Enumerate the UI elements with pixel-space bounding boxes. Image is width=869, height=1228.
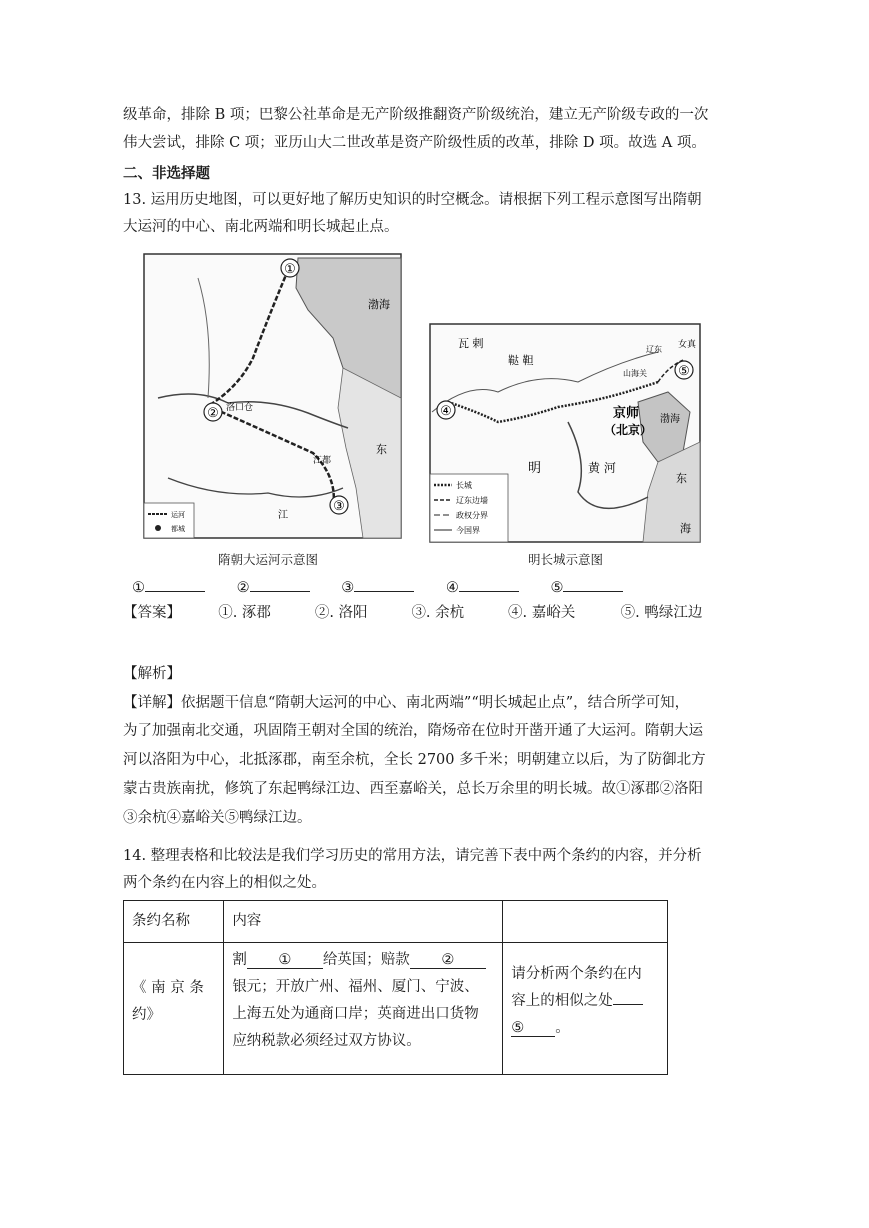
treaty-content-cell: 割 ① 给英国；赔款 ② 银元；开放广州、福州、厦门、宁波、 上海五处为通商口岸；英商进出口货物 应纳税款必须经过双方协议。 (224, 943, 503, 1075)
map-label: 明 (528, 461, 542, 476)
answer-blank[interactable] (563, 575, 623, 592)
table-header-cell (503, 901, 668, 943)
answer-blank[interactable] (459, 575, 519, 592)
answer-blank[interactable] (145, 575, 205, 592)
table-header-cell: 条约名称 (124, 901, 224, 943)
answer-item: ④. 嘉峪关 (508, 605, 576, 621)
legend-label: 辽东边墙 (456, 496, 488, 505)
legend-label: 今国界 (456, 526, 480, 535)
answer-blank[interactable]: ② (410, 952, 486, 969)
map-label: 江 (278, 510, 288, 521)
blank-item: ② (237, 575, 337, 596)
treaty-table (123, 900, 668, 1075)
answer-label: 【答案】 (123, 605, 181, 621)
map-label: 辽东 (646, 345, 662, 354)
map-label: 东 (376, 443, 387, 456)
map-marker-label: ④ (440, 404, 452, 419)
blank-item: ④ (446, 575, 546, 596)
map-marker (437, 401, 455, 419)
map-marker (281, 259, 299, 277)
analysis-cell: 请分析两个条约在内 容上的相似之处 ⑤ 。 (503, 943, 668, 1075)
answer-line (123, 603, 702, 623)
map-label: 女真 (678, 340, 697, 350)
sui-canal-map (138, 248, 405, 544)
map-figure (138, 248, 708, 568)
map-label: 京师 (613, 406, 640, 421)
blank-item: ⑤ (550, 575, 650, 596)
answer-blank[interactable] (613, 988, 643, 1005)
legend-label: 运河 (171, 511, 185, 519)
detail-line: 【详解】依据题干信息“隋朝大运河的中心、南北两端”“明长城起止点”，结合所学可知， (123, 695, 690, 711)
answer-blank[interactable]: ⑤ (511, 1020, 555, 1037)
map-label: 江都 (313, 456, 332, 466)
treaty-name-cell: 《 南 京 条 约》 (124, 943, 224, 1075)
map-marker-label: ① (284, 262, 296, 277)
map-label: 渤海 (660, 414, 680, 425)
map-label: 黄 河 (588, 461, 616, 475)
map-marker (675, 361, 693, 379)
table-header-cell: 内容 (224, 901, 503, 943)
map-caption: 明长城示意图 (528, 552, 604, 567)
answer-item: ①. 涿郡 (218, 605, 271, 621)
table-row (124, 943, 668, 1075)
map-label: （北京） (604, 423, 653, 437)
ming-wall-map (428, 322, 702, 544)
section-title: 二、非选择题 (123, 165, 210, 182)
answer-blank[interactable]: ① (247, 952, 323, 969)
question-14-text: 14. 整理表格和比较法是我们学习历史的常用方法，请完善下表中两个条约的内容，并分析 (123, 848, 702, 864)
answer-item: ③. 余杭 (411, 605, 465, 621)
answer-item: ⑤. 鸭绿江边 (620, 605, 703, 621)
question-14-text: 两个条约在内容上的相似之处。 (123, 875, 326, 891)
blank-item: ③ (341, 575, 441, 596)
detail-line: 为了加强南北交通，巩固隋王朝对全国的统治，隋炀帝在位时开凿开通了大运河。隋朝大运 (123, 723, 703, 739)
legend-label: 长城 (456, 481, 472, 490)
question-13-text: 大运河的中心、南北两端和明长城起止点。 (123, 219, 399, 235)
detail-line: ③余杭④嘉峪关⑤鸭绿江边。 (123, 810, 312, 826)
answer-blank[interactable] (250, 575, 310, 592)
analysis-label: 【解析】 (123, 666, 181, 682)
answer-blank[interactable] (354, 575, 414, 592)
map-label: 渤海 (368, 298, 390, 311)
map-label: 东 (676, 472, 687, 485)
map-marker (204, 403, 222, 421)
map-caption: 隋朝大运河示意图 (218, 552, 319, 567)
table-header-row (124, 901, 668, 943)
map-label: 鞑 靼 (508, 354, 534, 367)
question-13-text: 13. 运用历史地图，可以更好地了解历史知识的时空概念。请根据下列工程示意图写出隋朝 (123, 192, 702, 208)
legend-label: 政权分界 (456, 511, 488, 520)
map-label: 瓦 剌 (458, 337, 484, 350)
detail-line: 河以洛阳为中心，北抵涿郡，南至余杭，全长 2700 多千米；明朝建立以后，为了防御北方 (123, 752, 706, 768)
detail-line: 蒙古贵族南扰，修筑了东起鸭绿江边、西至嘉峪关，总长万余里的明长城。故①涿郡②洛阳 (123, 781, 703, 797)
map-label: 山海关 (623, 369, 647, 378)
legend-label: 都城 (171, 525, 185, 533)
answer-item: ②. 洛阳 (314, 605, 368, 621)
map-marker-label: ② (207, 406, 219, 421)
paragraph-line: 伟大尝试，排除 C 项；亚历山大二世改革是资产阶级性质的改革，排除 D 项。故选 A 项。 (123, 135, 706, 151)
map-marker (330, 496, 348, 514)
paragraph-line: 级革命，排除 B 项；巴黎公社革命是无产阶级推翻资产阶级统治，建立无产阶级专政的一次 (123, 107, 709, 123)
map-label: 洛口仓 (226, 403, 254, 413)
map-marker-label: ⑤ (678, 364, 690, 379)
map-label: 海 (680, 522, 691, 535)
blank-item: ① (132, 575, 232, 596)
map-marker-label: ③ (333, 499, 345, 514)
fill-in-blanks-row (132, 575, 650, 596)
